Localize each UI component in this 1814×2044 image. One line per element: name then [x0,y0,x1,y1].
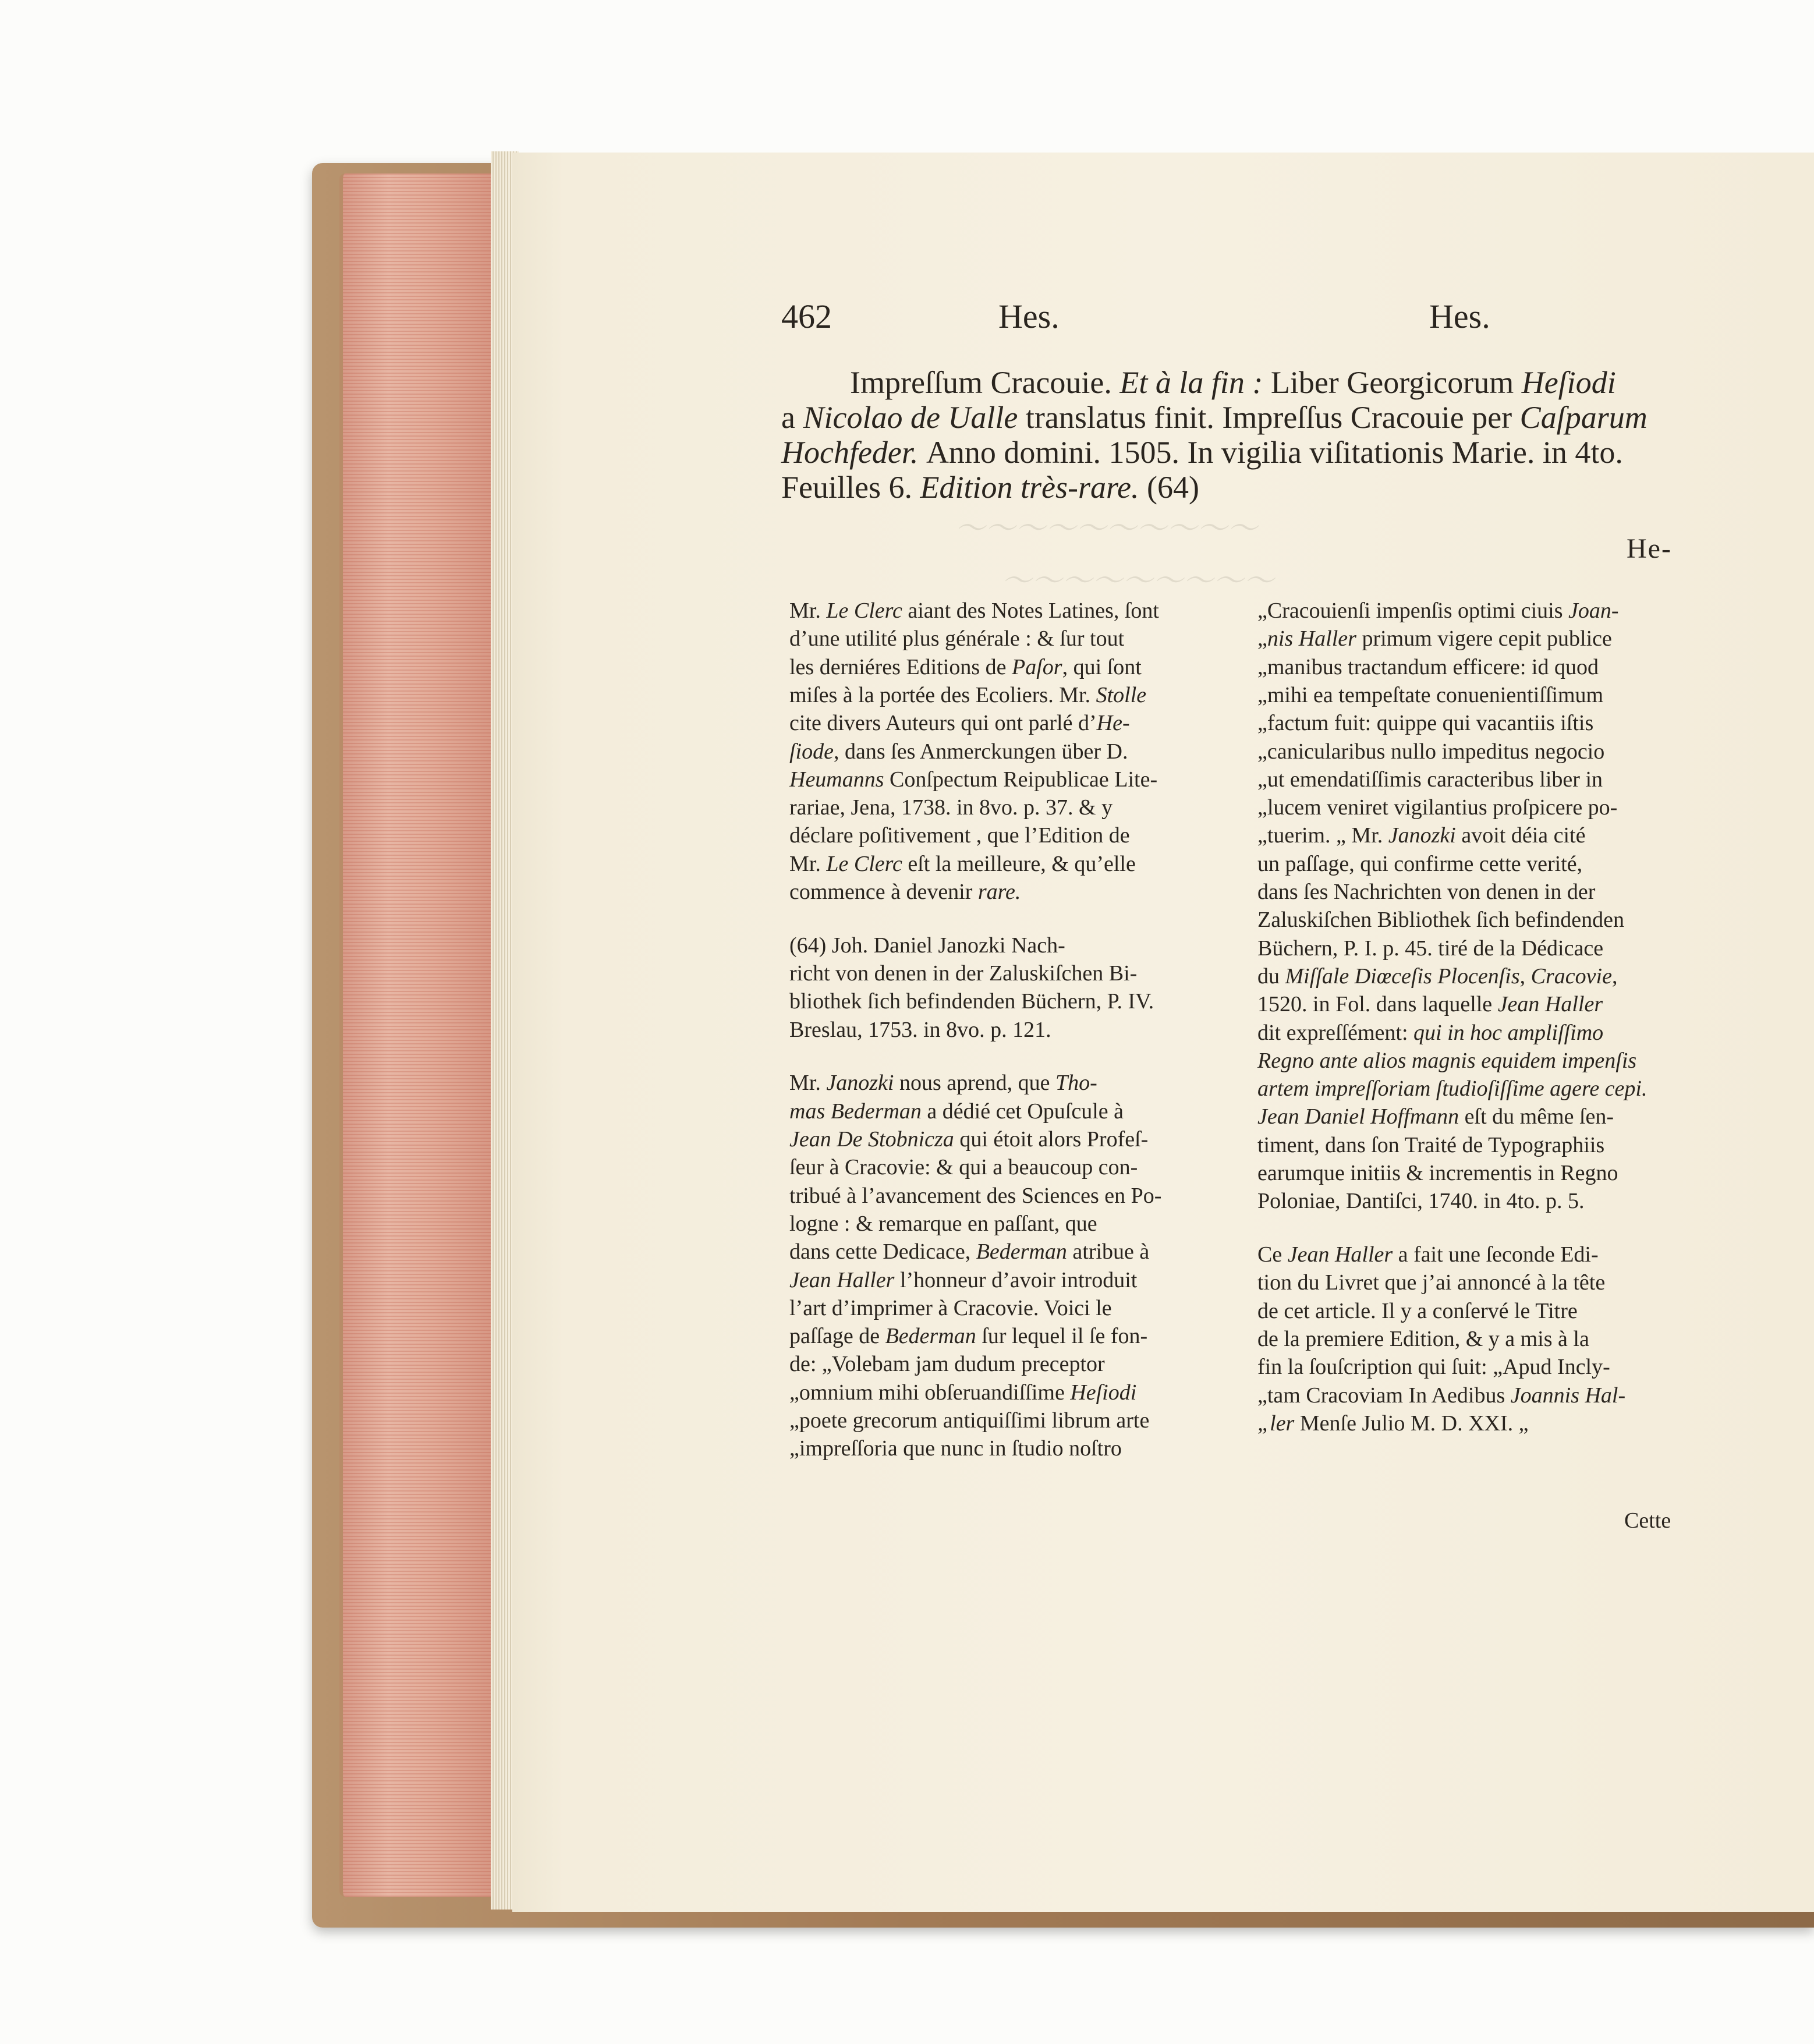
col-left-line [789,1297,1112,1319]
col-right-line [1257,1384,1625,1407]
text: „ [1257,626,1267,651]
text: „mihi ea tempeſtate conuenientiſſimum [1257,682,1604,707]
text: qui étoit alors Profeſ- [959,1127,1149,1152]
italic-text: „ler [1257,1411,1300,1436]
col-right-line [1257,1078,1647,1100]
col-right-line [1257,628,1612,650]
text: „poete grecorum antiquiſſimi librum arte [789,1408,1150,1433]
col-left-line [789,824,1130,846]
col-left-line [789,684,1146,706]
italic-text: Heſiodi [1521,365,1616,400]
col-left-line [789,853,1136,875]
italic-text: Janozki [826,1071,899,1096]
italic-text: Regno ante alios magnis equidem impenſis [1257,1048,1637,1073]
italic-text: Jean Haller [1497,992,1603,1017]
show-through-text: ～～～～～～～～～～ [955,512,1258,545]
col-right-line [1257,1412,1528,1434]
text: (64) [1146,470,1199,505]
catchword-top: He- [1627,533,1672,564]
col-right-line [1257,1022,1603,1044]
col-left-line [789,1241,1149,1263]
text: Mr. [789,1071,827,1096]
col-right-line [1257,824,1585,846]
col-left-line [789,656,1142,678]
italic-text: Janozki [1388,823,1462,848]
col-left-line [789,881,1021,903]
text: „impreſſoria que nunc in ſtudio noſtro [789,1436,1122,1461]
col-left-line [789,1072,1097,1094]
italic-text: Joan- [1568,598,1619,623]
text: primum vigere cepit publice [1362,626,1612,651]
italic-text: Jean Daniel Hoffmann [1257,1104,1465,1129]
col-right-line [1257,1106,1614,1128]
col-right-line [1257,1328,1589,1350]
italic-text: nis Haller [1267,626,1362,651]
text: Büchern, P. I. p. 45. tiré de la Dédicace [1257,936,1604,961]
page-number: 462 [781,297,832,335]
text: „manibus tractandum efficere: id quod [1257,654,1599,679]
italic-text: Heumanns [789,767,890,792]
italic-text: qui in hoc ampliſſimo [1413,1020,1604,1045]
col-right-line [1257,600,1619,622]
italic-text: rare. [977,880,1021,904]
col-right-line [1257,1271,1605,1294]
text: ſur lequel il ſe fon- [982,1324,1148,1349]
text: „Cracouienſi impenſis optimi ciuis [1257,598,1569,623]
col-right-line [1257,768,1603,791]
col-right-line [1257,1356,1610,1378]
italic-text: Le Clerc [826,598,908,623]
text: ſeur à Cracovie: & qui a beaucoup con- [789,1155,1138,1180]
page-edge-red [339,173,494,1897]
italic-text: mas Bederman [789,1099,927,1124]
running-head-left: Hes. [998,297,1060,335]
italic-text: artem impreſſoriam ſtudioſiſſime agere cepi. [1257,1076,1648,1101]
text: Ce [1257,1242,1288,1267]
col-right-line [1257,937,1603,959]
text: richt von denen in der Zaluskiſchen Bi- [789,961,1138,986]
italic-text: Le Clerc [826,851,908,876]
show-through-text: ～～～～～～～～～ [1001,565,1274,598]
col-left-line [789,1213,1097,1235]
col-left-line [789,712,1130,734]
text: l’honneur d’avoir introduit [899,1267,1138,1292]
top-paragraph-line [781,402,1648,433]
col-left-line [789,990,1154,1012]
col-right-line [1257,993,1603,1015]
text: cite divers Auteurs qui ont parlé d’ [789,711,1097,736]
text: dans cette Dedicace, [789,1239,976,1264]
text: a fait une ſeconde Edi- [1398,1242,1599,1267]
text: , qui ſont [1062,654,1142,679]
italic-text: Nicolao de Ualle [803,400,1026,435]
text: Menſe Julio M. D. XXI. „ [1299,1411,1529,1436]
text: Impreſſum Cracouie. [850,365,1120,400]
col-right-line [1257,1162,1618,1184]
text: , [1519,963,1531,989]
italic-text: Jean De Stobnicza [789,1127,960,1152]
text: de: „Volebam jam dudum preceptor [789,1352,1105,1377]
text: „canicularibus nullo impeditus negocio [1257,739,1605,764]
italic-text: Jean Haller [1287,1242,1398,1267]
text: Breslau, 1753. in 8vo. p. 121. [789,1017,1051,1042]
text: avoit déia cité [1461,823,1586,848]
col-left-line [789,1437,1122,1460]
italic-text: Et à la fin : [1119,365,1271,400]
col-right-line [1257,741,1604,763]
col-left-line [789,796,1113,819]
italic-text: Bederman [885,1324,982,1349]
text: d’une utilité plus générale : & ſur tout [789,626,1125,651]
text: a [781,400,803,435]
text: „factum fuit: quippe qui vacantiis iſtis [1257,711,1594,736]
text: les derniéres Editions de [789,654,1012,679]
text: paſſage de [789,1324,885,1349]
italic-text: Heſiodi [1070,1380,1137,1405]
col-right-line [1257,796,1617,819]
text: du [1257,963,1285,989]
text: „tam Cracoviam In Aedibus [1257,1383,1511,1408]
text: a dédié cet Opuſcule à [927,1099,1124,1124]
italic-text: Bederman [976,1239,1073,1264]
text: dans ſes Nachrichten von denen in der [1257,880,1596,904]
top-paragraph-line [781,437,1623,468]
col-left-line [789,1409,1149,1432]
col-right-line [1257,656,1599,678]
italic-text: Cracovie [1530,963,1612,989]
col-right-line [1257,881,1595,903]
running-head-right: Hes. [1429,297,1490,335]
col-right-line [1257,853,1582,875]
italic-text: ſiode [789,739,834,764]
text: „omnium mihi obſeruandiſſime [789,1380,1071,1405]
col-right-line [1257,1190,1585,1212]
text: timent, dans ſon Traité de Typographiis [1257,1132,1605,1157]
text: l’art d’imprimer à Cracovie. Voici le [789,1295,1112,1320]
col-right-line [1257,1050,1636,1072]
text: déclare poſitivement , que l’Edition de [789,823,1130,848]
text: , dans ſes Anmerckungen über D. [833,739,1128,764]
italic-text: Caſparum [1519,400,1648,435]
col-right-line [1257,1134,1604,1156]
col-left-line [789,1128,1148,1150]
italic-text: Edition très-rare. [920,470,1147,505]
text: Mr. [789,851,827,876]
text: tribué à l’avancement des Sciences en Po- [789,1183,1162,1208]
text: rariae, Jena, 1738. in 8vo. p. 37. & y [789,795,1113,820]
italic-text: He- [1096,711,1130,736]
text: bliothek ſich befindenden Büchern, P. IV. [789,989,1154,1014]
italic-text: Joannis Hal- [1510,1383,1626,1408]
text: logne : & remarque en paſſant, que [789,1211,1097,1236]
text: de cet article. Il y a conſervé le Titre [1257,1298,1578,1323]
text: translatus finit. Impreſſus Cracouie per [1025,400,1520,435]
col-right-line [1257,909,1624,931]
text: tion du Livret que j’ai annoncé à la tête [1257,1270,1606,1295]
text: 1520. in Fol. dans laquelle [1257,992,1498,1017]
text: Poloniae, Dantiſci, 1740. in 4to. p. 5. [1257,1189,1585,1214]
col-left-line [789,934,1065,957]
text: aiant des Notes Latines, ſont [908,598,1159,623]
italic-text: Hochfeder. [781,435,926,470]
text: Feuilles 6. [781,470,920,505]
col-left-line [789,1156,1138,1178]
italic-text: Stolle [1096,682,1147,707]
text: eſt du même ſen- [1464,1104,1614,1129]
text: de la premiere Edition, & y a mis à la [1257,1326,1589,1351]
col-right-line [1257,965,1617,987]
text: eſt la meilleure, & qu’elle [908,851,1136,876]
text: Anno domini. 1505. In vigilia viſitationis Marie. in 4to. [926,435,1623,470]
text: commence à devenir [789,880,978,904]
col-right-line [1257,684,1603,706]
text: „ut emendatiſſimis caracteribus liber in [1257,767,1603,792]
text: „tuerim. „ Mr. [1257,823,1388,848]
text: atribue à [1072,1239,1150,1264]
text: Mr. [789,598,827,623]
italic-text: Miſſale Diœceſis Plocenſis [1285,963,1520,989]
text: fin la ſouſcription qui ſuit: „Apud Incly- [1257,1355,1610,1380]
text: un paſſage, qui confirme cette verité, [1257,851,1583,876]
text: Conſpectum Reipublicae Lite- [890,767,1158,792]
top-paragraph-line [781,472,1199,503]
col-left-line [789,1381,1136,1404]
italic-text: Jean Haller [789,1267,900,1292]
text: miſes à la portée des Ecoliers. Mr. [789,682,1096,707]
col-left-line [789,768,1157,791]
text: „lucem veniret vigilantius proſpicere po- [1257,795,1618,820]
col-left-line [789,600,1159,622]
col-left-line [789,628,1124,650]
col-left-line [789,1185,1161,1207]
catchword-bottom: Cette [1624,1508,1671,1533]
text: (64) Joh. Daniel Janozki Nach- [789,933,1065,958]
italic-text: Paſor [1012,654,1062,679]
text: dit expreſſément: [1257,1020,1414,1045]
col-left-line [789,741,1128,763]
col-right-line [1257,1300,1578,1322]
text: nous aprend, que [899,1071,1055,1096]
col-left-line [789,1100,1124,1122]
text: , [1611,963,1618,989]
col-left-line [789,1269,1137,1291]
col-left-line [789,1325,1147,1347]
col-left-line [789,962,1137,984]
col-right-line [1257,1244,1599,1266]
text: earumque initiis & incrementis in Regno [1257,1161,1618,1185]
text: Zaluskiſchen Bibliothek ſich befindenden [1257,908,1625,933]
col-right-line [1257,712,1593,734]
col-left-line [789,1353,1105,1375]
text: Liber Georgicorum [1270,365,1522,400]
italic-text: Tho- [1055,1071,1097,1096]
col-left-line [789,1019,1051,1041]
top-paragraph-line [850,367,1616,398]
